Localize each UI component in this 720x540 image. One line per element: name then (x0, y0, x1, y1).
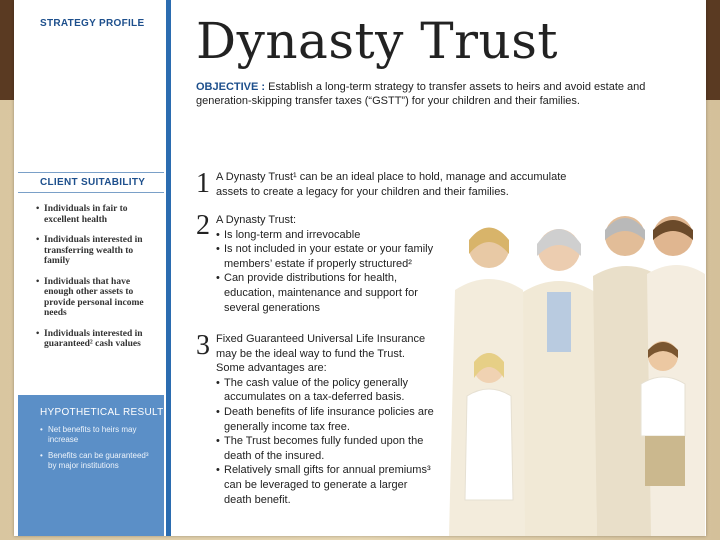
client-suitability-heading: CLIENT SUITABILITY (40, 177, 146, 188)
step3-text: Fixed Guaranteed Universal Life Insurance may be the ideal way to fund the Trust. (216, 333, 426, 360)
step1-text: A Dynasty Trust¹ can be an ideal place to hold, manage and accumulate assets to create a legacy for your children and their families. (216, 171, 567, 198)
step-number: 1 (196, 168, 210, 199)
step3-list (216, 376, 438, 507)
step3-block (216, 332, 438, 507)
result-item: • Benefits can be guaranteed³ by major institutions (40, 451, 158, 470)
suitability-item: • Individuals that have enough other assets to provide personal income needs (36, 277, 161, 319)
step2-list (216, 228, 436, 316)
objective-label: OBJECTIVE : (196, 81, 266, 93)
suitability-item: • Individuals interested in guaranteed² cash values (36, 329, 161, 350)
step3-item: • The Trust becomes fully funded upon the death of the insured. (216, 434, 438, 463)
suitability-item: • Individuals interested in transferring wealth to family (36, 235, 161, 267)
step3-advantages-label: Some advantages are: (216, 362, 327, 375)
document-page (14, 0, 706, 536)
step-number: 3 (196, 330, 210, 361)
objective (196, 80, 696, 108)
client-suitability-header (18, 172, 164, 193)
step2-heading: A Dynasty Trust: (216, 214, 297, 226)
step3-item: • The cash value of the policy generally accumulates on a tax-deferred basis. (216, 376, 438, 405)
step2-item: • Is long-term and irrevocable (216, 228, 436, 243)
sidebar (14, 0, 164, 536)
step2-item: • Can provide distributions for health, education, maintenance and support for several generations (216, 271, 436, 315)
step2-block (216, 213, 436, 315)
hypothetical-result-heading: HYPOTHETICAL RESULT (40, 407, 164, 418)
result-list (40, 425, 158, 477)
hypothetical-result-panel (18, 395, 164, 536)
step3-item: • Death benefits of life insurance policies are generally income tax free. (216, 405, 438, 434)
result-item: • Net benefits to heirs may increase (40, 425, 158, 444)
suitability-item: • Individuals in fair to excellent health (36, 204, 161, 225)
objective-text: Establish a long-term strategy to transfer assets to heirs and avoid estate and generation-skipping transfer taxes (“GSTT”) for your children and their families. (196, 81, 646, 107)
suitability-list (36, 204, 161, 360)
main-content (194, 0, 706, 536)
page-title: Dynasty Trust (196, 12, 558, 70)
step3-item: • Relatively small gifts for annual premiums³ can be leveraged to generate a larger death benefit. (216, 463, 438, 507)
step2-item: • Is not included in your estate or your family members’ estate if properly structured² (216, 242, 436, 271)
sidebar-divider (166, 0, 171, 536)
step-number: 2 (196, 210, 210, 241)
strategy-profile-heading: STRATEGY PROFILE (40, 18, 145, 29)
family-photo (447, 210, 705, 536)
